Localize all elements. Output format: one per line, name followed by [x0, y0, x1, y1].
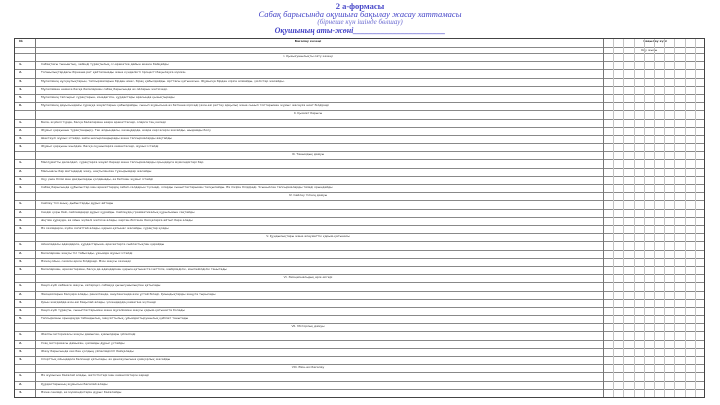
table-row	[15, 61, 704, 69]
row-criterion: Өз жұмысын бағалай алады, жетістіктері мен кемшіліктерін көреді	[41, 374, 149, 378]
section-title: VI. Эмоциональдық ерік-жігері	[283, 276, 333, 280]
row-number: 4.	[19, 307, 23, 312]
table-row	[15, 299, 704, 307]
table-row	[15, 127, 704, 135]
day-column-divider	[644, 39, 645, 397]
section-row	[15, 274, 704, 282]
table-row	[15, 176, 704, 184]
day-column-divider	[634, 39, 635, 397]
row-number: 1.	[19, 62, 23, 67]
table-row	[15, 331, 704, 339]
col-description-header: Бағалау кезеңі	[294, 40, 322, 43]
row-criterion: Өзіне сенімді, өз мүмкіндіктерін дұрыс бағалайды	[41, 390, 122, 394]
table-header-row	[15, 39, 704, 47]
section-title: VII. Моторлық дамуы	[291, 325, 325, 329]
table-row	[15, 143, 704, 151]
row-number: 2.	[19, 250, 23, 255]
section-row	[15, 192, 704, 200]
row-criterion: Жұмыс қарқыны жылдам. Басқа оқушыларға көмектеседі, жұмыс істейді	[41, 145, 159, 149]
day-column-divider	[623, 39, 624, 397]
row-number: 1.	[19, 160, 23, 165]
table-row	[15, 356, 704, 364]
row-number: 2.	[19, 209, 23, 214]
col-days-header: Бақылау күні	[643, 39, 667, 43]
row-number: 1.	[19, 201, 23, 206]
row-criterion: Эмоцияларын басқара алады, ренжігенде, ашуланғанда өзін ұстай біледі. Қиындықтарды жеңуге тырысады	[41, 292, 216, 296]
section-title: VIII. Өзін-өзі бағалау	[291, 366, 325, 370]
section-row	[15, 53, 704, 61]
row-number: 4.	[19, 144, 23, 149]
row-criterion: Айналадағы адамдарға, құрдастарына, ересектерге сыйластықпен қарайды	[41, 243, 165, 247]
section-title: II. Қызмет барысы	[293, 112, 323, 116]
table-row	[15, 266, 704, 274]
table-row	[15, 184, 704, 192]
col-number-header: №	[19, 39, 23, 43]
row-number: 3.	[19, 176, 23, 181]
table-row	[15, 159, 704, 167]
row-criterion: Жұмыс қарқынын тұрақтандыру. Тек алдындағы, кезеңдерде, өзара кері әсерін жасайды, шыдамды болу	[41, 128, 211, 132]
row-number: 3.	[19, 299, 23, 304]
row-number: 1.	[19, 242, 23, 247]
table-row	[15, 340, 704, 348]
row-number: 2.	[19, 340, 23, 345]
section-title: IV. Сөйлеу тілінің дамуы	[288, 194, 328, 198]
row-number: 5.	[19, 316, 23, 321]
row-number: 4.	[19, 226, 23, 230]
row-criterion: Ұсақ моторикасы дамыған, қаламды дұрыс ұстайды	[41, 341, 125, 345]
form-title: Сабақ барысында оқушыға бақылау жасау хаттамасы	[258, 9, 462, 19]
table-row	[15, 200, 704, 208]
row-number: 3.	[19, 78, 23, 83]
section-row	[15, 233, 704, 241]
row-criterion: Балалармен жақсы тіл табысады, ұжымда жұмыс істейді	[41, 251, 133, 255]
row-number: 2.	[19, 70, 23, 75]
table-row	[15, 86, 704, 94]
table-row	[15, 94, 704, 102]
table-row	[15, 119, 704, 127]
row-number: 3.	[19, 389, 23, 394]
section-row	[15, 364, 704, 372]
table-row	[15, 348, 704, 356]
row-criterion: Әңгіме құрауда, өз ойын жүйелі жеткізе алады, көрген-білгенін басқаларға айтып бере алады	[41, 218, 193, 222]
row-number: 2.	[19, 291, 23, 296]
row-criterion: Өз сезімдерін, күйін сипаттай алады, қарым-қатынас жасайды, сұрақтар қояды	[41, 227, 169, 230]
table-row	[15, 225, 704, 233]
row-criterion: Өзінің ойын, сезімін еркін білдіреді. Өзін жақсы сезінеді	[41, 259, 131, 263]
row-criterion: Тапсырманы орындауда табандылық, мақсаттылық, ұйымдастырушылық қабілет танытады	[41, 317, 189, 321]
table-row	[15, 258, 704, 266]
day-column-divider	[674, 39, 675, 397]
row-number: 3.	[19, 258, 23, 263]
form-number: 2 а-формасы	[335, 1, 385, 11]
row-criterion: Көңіл-күйі көбінесе жақсы, көтеріңкі, сабаққа қызығушылықпен қатысады	[41, 284, 161, 288]
row-criterion: Мұғалімнің нұсқаулықтарын, тапсырмаларын бірден емес, бірақ қабылдайды. Арттағы қатынасын. Жұмысқа бірден кірісе алмайды, үзілістер жасайды.	[41, 79, 285, 83]
row-criterion: Сөздік қоры бай, сөйлемдерді дұрыс құрайды. Сөйлеудің грамматикалық құрылымын сақтайды	[41, 210, 195, 214]
row-number: 4.	[19, 357, 23, 362]
row-number: 3.	[19, 135, 23, 140]
row-criterion: Қиын жағдайда өзін-өзі бақылай алады, үлкендердің көмегіне жүгінеді	[41, 300, 156, 304]
row-criterion: Балалармен, ересектермен, басқа да адамдармен қарым-қатынаста ізеттілік, мейірімділік, кішіпейілділік танытады	[41, 267, 227, 271]
row-criterion: Мағынасы бар мәтіндерді жазу, нақтыланған тұжырымдар жасайды	[41, 169, 152, 173]
table-row	[15, 217, 704, 225]
row-criterion: Мұғалімнің дауысындағы сұраққа жауаптарын қабылдайды, сынып жұмысына өз бетінше кіріседі (өзін-өзі реттеу арқылы) және сынып топтарымен жұмыс жасауға ниет білдіреді	[41, 104, 329, 108]
row-criterion: Жалпы моторикасы жақсы дамыған, қимылдары үйлесімді	[41, 333, 136, 337]
row-criterion: Құрдастарының жұмысын бағалай алады	[41, 382, 108, 386]
table-row	[15, 282, 704, 290]
row-criterion: Көңіл-күйі тұрақты, сыныптастарымен және мұғаліммен жақсы қарым-қатынаста болады	[41, 308, 185, 312]
row-number: 3.	[19, 217, 23, 222]
table-row	[15, 250, 704, 258]
row-criterion: Мағлұматты дәлелдеп, сұрақтарға жауап береді және тапсырмаларды орындауға мүмкіндіктері бар	[41, 161, 204, 165]
observation-table	[14, 38, 705, 398]
row-number: 5.	[19, 94, 23, 99]
section-row	[15, 323, 704, 331]
row-number: 1.	[19, 373, 23, 378]
day-column-divider	[695, 39, 696, 397]
row-number: 6.	[19, 103, 23, 108]
form-subtitle: (бірнеше күн ішінде бөлшау)	[317, 18, 403, 26]
row-number: 2.	[19, 168, 23, 173]
day-column-label: Оқу жылы	[641, 48, 658, 52]
section-row	[15, 110, 704, 118]
row-criterion: Шектеулі жұмыс істейді, зейін шоғырландырады және тапсырмаларды аяқтайды	[41, 136, 172, 140]
table-row	[15, 315, 704, 323]
day-column-divider	[664, 39, 665, 397]
number-column-divider	[35, 39, 36, 397]
table-row	[15, 209, 704, 217]
row-number: 3.	[19, 348, 23, 353]
section-title: I. Қызығушылықты ояту кезеңі	[283, 55, 333, 58]
row-criterion: Мұғаліммен немесе басқа балалармен сабақ барысында өз ойларын жеткізеді.	[41, 87, 168, 91]
table-row	[15, 168, 704, 176]
table-row	[15, 389, 704, 397]
day-column-divider	[613, 39, 614, 397]
table-row	[15, 291, 704, 299]
row-number: 4.	[19, 266, 23, 271]
table-row	[15, 372, 704, 380]
table-row	[15, 69, 704, 77]
row-criterion: Мұғалімнің тапсырыс сұрақтарын, кінәдегісін, құрдастары арасында қызықтырады	[41, 95, 175, 99]
row-criterion: Жазу барысында көз бен қолдың үйлесімділігі байқалады	[41, 349, 134, 353]
section-title: V. Құндылықтары және әлеуметтік қарым-қатынасы	[266, 235, 350, 239]
row-criterion: Топшылықтардағы бірнеше рет қайталанады және күнделікті процесті бақылауға мүмкін.	[41, 71, 187, 75]
table-row	[15, 381, 704, 389]
day-column-divider	[654, 39, 655, 397]
row-number: 2.	[19, 381, 23, 386]
row-criterion: Сабақ барысында құбылыстар мен әрекеттердің себеп-салдарын түсінеді, оларды сыныптастарымен талқылайды. Өз пікірін білдіреді. Ұсынылған тапсырмаларды тиімді орындайды	[41, 186, 333, 190]
row-number: 1.	[19, 119, 23, 124]
student-name-line: Оқушының аты-жөні_______________________	[274, 26, 446, 35]
row-criterion: Спорттық ойындарға белсенді қатысады, өз денсаулығына қамқорлық жасайды	[41, 358, 171, 362]
description-column-divider	[603, 39, 604, 397]
row-number: 4.	[19, 185, 23, 190]
row-number: 2.	[19, 127, 23, 132]
section-title: III. Танымдық дамуы	[291, 153, 325, 157]
table-row	[15, 102, 704, 110]
row-number: 4.	[19, 86, 23, 91]
table-row	[15, 241, 704, 249]
table-row	[15, 307, 704, 315]
table-row	[15, 135, 704, 143]
row-number: 1.	[19, 283, 23, 288]
row-criterion: Сөйлеу тілі анық, дыбыстарды дұрыс айтады	[41, 202, 114, 206]
table-row	[15, 78, 704, 86]
row-criterion: Бала, жүйелі түрде, басқа балалармен өзара әрекеттеседі, оларға тең келеді	[41, 120, 166, 124]
day-column-divider	[685, 39, 686, 397]
section-row	[15, 151, 704, 159]
row-criterion: Оқу үшін білім мен дағдыларды қолданады, өз бетімен жұмыс істейді	[41, 177, 153, 181]
row-number: 1.	[19, 332, 23, 337]
row-criterion: Сабақтағы тыныштық, зейінді тұрақтылық, іс-әрекетке дайын екенін байқайды	[41, 63, 169, 67]
